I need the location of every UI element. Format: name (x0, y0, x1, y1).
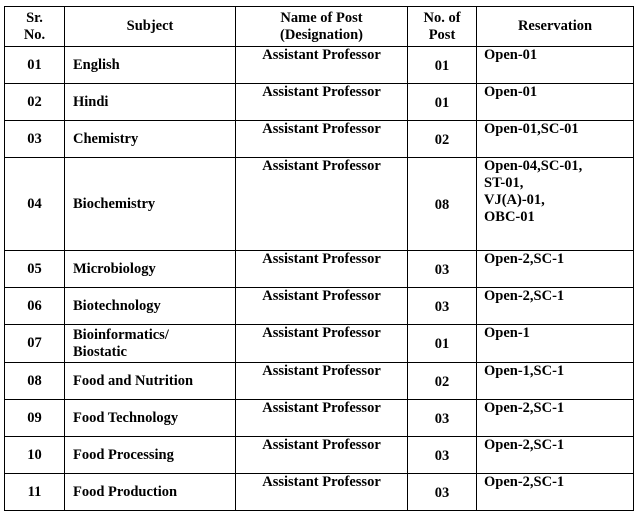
cell-sr-no: 09 (5, 400, 65, 437)
table-row (5, 325, 634, 363)
header-row (5, 7, 634, 47)
cell-reservation (477, 363, 634, 400)
table-row (5, 474, 634, 511)
cell-subject: Food Production (65, 474, 236, 511)
cell-number-of-posts (408, 437, 477, 474)
cell-reservation-line: OBC-01 (484, 209, 535, 225)
cell-post-name: Assistant Professor (236, 474, 408, 511)
table-row (5, 158, 634, 251)
cell-reservation (477, 84, 634, 121)
header-post-line1: Name of Post (280, 9, 363, 26)
table-row (5, 121, 634, 158)
header-sr-no (5, 7, 65, 47)
header-num-line2: Post (428, 26, 456, 43)
cell-post-name: Assistant Professor (236, 158, 408, 251)
cell-post-name: Assistant Professor (236, 288, 408, 325)
header-num-line1: No. of (423, 9, 461, 26)
cell-number-value: 03 (434, 447, 450, 464)
cell-post-name: Assistant Professor (236, 325, 408, 363)
cell-sr-no: 01 (5, 47, 65, 84)
cell-number-of-posts (408, 158, 477, 251)
header-subject: Subject (65, 7, 236, 47)
cell-number-value: 03 (434, 261, 450, 278)
cell-post-name: Assistant Professor (236, 84, 408, 121)
cell-sr-no: 07 (5, 325, 65, 363)
cell-number-value: 08 (434, 196, 450, 213)
cell-reservation (477, 158, 634, 251)
cell-reservation (477, 474, 634, 511)
cell-reservation-line: Open-01 (484, 47, 538, 63)
cell-number-value: 01 (434, 57, 450, 74)
cell-reservation-line: Open-01 (484, 84, 538, 100)
cell-reservation (477, 47, 634, 84)
cell-sr-no: 10 (5, 437, 65, 474)
cell-subject: Biochemistry (65, 158, 236, 251)
cell-subject: Food and Nutrition (65, 363, 236, 400)
header-sr-line1: Sr. (26, 9, 43, 26)
cell-reservation (477, 251, 634, 288)
cell-reservation-line: Open-04,SC-01, (484, 158, 583, 174)
cell-number-of-posts (408, 121, 477, 158)
cell-number-of-posts (408, 251, 477, 288)
cell-sr-no: 06 (5, 288, 65, 325)
header-sr-line2: No. (23, 26, 46, 43)
cell-number-value: 03 (434, 298, 450, 315)
cell-number-value: 02 (434, 373, 450, 390)
cell-reservation (477, 437, 634, 474)
cell-post-name: Assistant Professor (236, 47, 408, 84)
cell-reservation-line: VJ(A)-01, (484, 192, 545, 208)
cell-number-of-posts (408, 84, 477, 121)
cell-reservation-line: Open-2,SC-1 (484, 251, 565, 267)
cell-reservation (477, 400, 634, 437)
cell-reservation-line: Open-2,SC-1 (484, 288, 565, 304)
cell-sr-no: 03 (5, 121, 65, 158)
cell-reservation (477, 288, 634, 325)
cell-number-value: 03 (434, 484, 450, 501)
cell-subject (65, 325, 236, 363)
cell-number-of-posts (408, 363, 477, 400)
cell-number-of-posts (408, 474, 477, 511)
cell-number-value: 02 (434, 131, 450, 148)
cell-number-value: 01 (434, 336, 450, 352)
cell-reservation-line: Open-1,SC-1 (484, 363, 565, 379)
cell-subject: Microbiology (65, 251, 236, 288)
cell-number-of-posts (408, 47, 477, 84)
table-row (5, 400, 634, 437)
cell-subject: Food Processing (65, 437, 236, 474)
cell-post-name: Assistant Professor (236, 400, 408, 437)
cell-subject: English (65, 47, 236, 84)
cell-reservation-line: Open-2,SC-1 (484, 474, 565, 490)
cell-reservation-line: Open-01,SC-01 (484, 121, 579, 137)
cell-sr-no: 05 (5, 251, 65, 288)
cell-post-name: Assistant Professor (236, 363, 408, 400)
header-post-line2: (Designation) (280, 26, 363, 43)
header-number-of-posts (408, 7, 477, 47)
table-row (5, 363, 634, 400)
cell-subject: Chemistry (65, 121, 236, 158)
cell-post-name: Assistant Professor (236, 121, 408, 158)
cell-sr-no: 11 (5, 474, 65, 511)
header-post-name (236, 7, 408, 47)
table-row (5, 437, 634, 474)
cell-post-name: Assistant Professor (236, 437, 408, 474)
cell-subject: Biotechnology (65, 288, 236, 325)
cell-number-of-posts (408, 325, 477, 363)
table-row (5, 84, 634, 121)
cell-subject-line: Biostatic (73, 343, 127, 360)
posts-table (4, 6, 634, 511)
header-reservation: Reservation (477, 7, 634, 47)
cell-reservation-line: Open-2,SC-1 (484, 437, 565, 453)
cell-number-value: 01 (434, 94, 450, 111)
cell-reservation-line: Open-2,SC-1 (484, 400, 565, 416)
cell-post-name: Assistant Professor (236, 251, 408, 288)
cell-reservation (477, 325, 634, 363)
cell-sr-no: 08 (5, 363, 65, 400)
cell-sr-no: 04 (5, 158, 65, 251)
cell-subject: Hindi (65, 84, 236, 121)
table-row (5, 288, 634, 325)
cell-reservation (477, 121, 634, 158)
table-row (5, 47, 634, 84)
cell-number-of-posts (408, 400, 477, 437)
cell-subject: Food Technology (65, 400, 236, 437)
cell-number-value: 03 (434, 410, 450, 427)
cell-number-of-posts (408, 288, 477, 325)
cell-subject-line: Bioinformatics/ (73, 326, 169, 343)
cell-reservation-line: Open-1 (484, 325, 530, 341)
cell-reservation-line: ST-01, (484, 175, 524, 191)
cell-sr-no: 02 (5, 84, 65, 121)
table-row (5, 251, 634, 288)
